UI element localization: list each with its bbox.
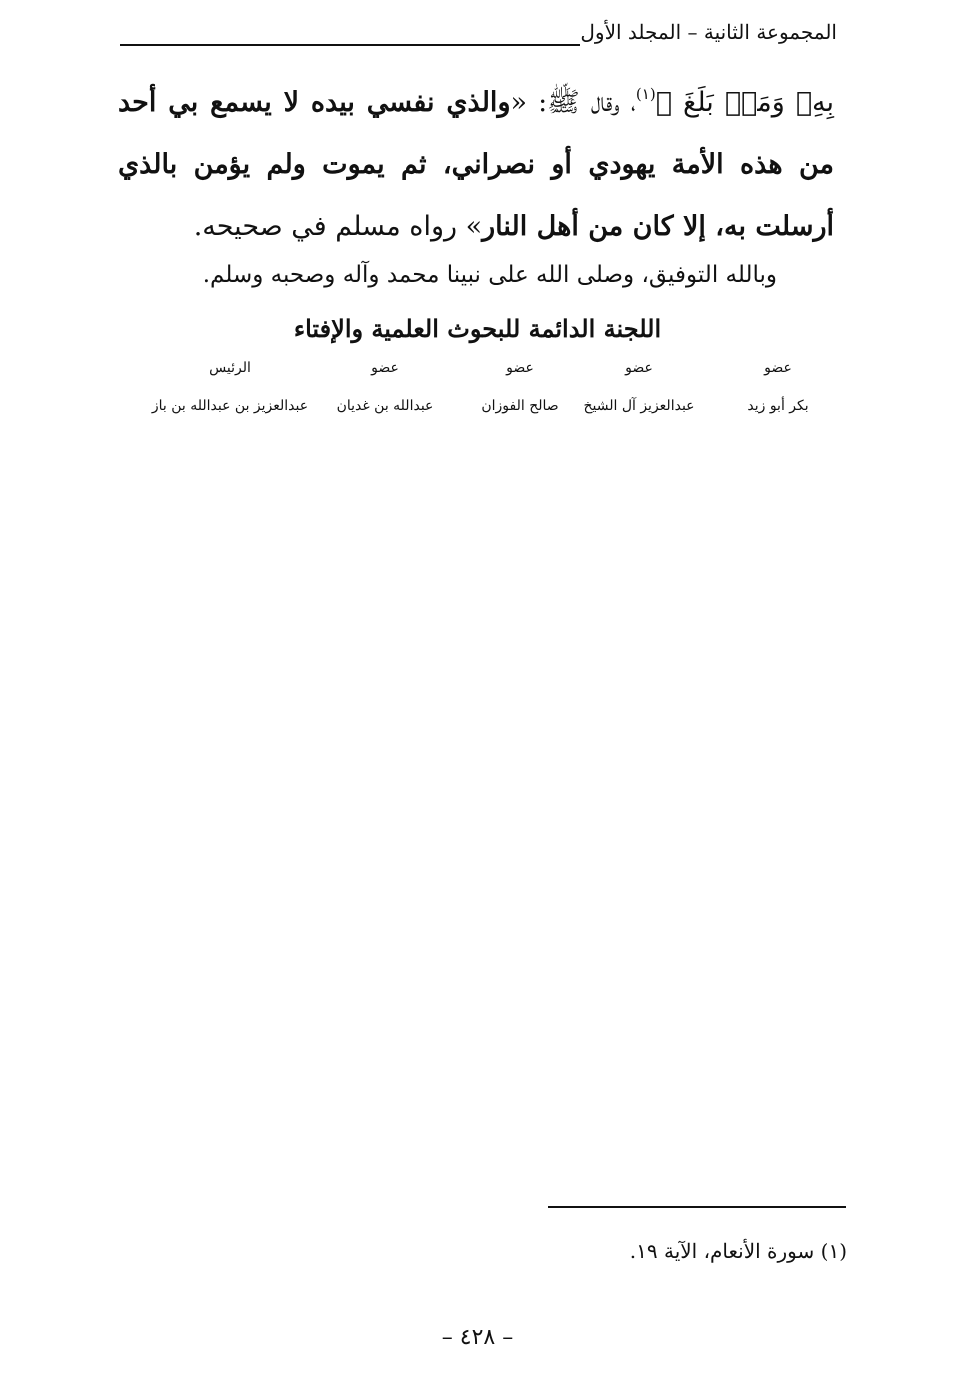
hadith-text: والذي نفسي بيده لا يسمع بي أحد من هذه الأمة يهودي أو نصراني، ثم يموت ولم يؤمن بالذي أرسلت به، إلا كان من أهل النار bbox=[118, 87, 834, 242]
body-segment-end: » رواه مسلم في صحيحه. bbox=[193, 211, 483, 242]
signatory-name: عبدالعزيز بن عبدالله بن باز bbox=[151, 398, 309, 414]
body-text bbox=[118, 72, 834, 258]
signatory-role: عضو bbox=[625, 360, 653, 376]
signatory-name: بكر أبو زيد bbox=[747, 398, 809, 414]
footnote: (١) سورة الأنعام، الآية ١٩. bbox=[629, 1239, 847, 1263]
signatory-role: الرئيس bbox=[209, 360, 251, 376]
committee-title: اللجنة الدائمة للبحوث العلمية والإفتاء bbox=[293, 314, 662, 343]
body-paragraph bbox=[118, 72, 834, 258]
closing-prayer: وبالله التوفيق، وصلى الله على نبينا محمد وآله وصحبه وسلم. bbox=[202, 262, 777, 288]
signatory-role: عضو bbox=[764, 360, 792, 376]
page-number: – ٤٢٨ – bbox=[441, 1325, 514, 1350]
signatory-role: عضو bbox=[506, 360, 534, 376]
signatory-name: صالح الفوزان bbox=[481, 398, 559, 414]
header-rule bbox=[120, 44, 580, 46]
quran-verse-fragment: بِهِۦ وَمَنۢ بَلَغَ ﴾ bbox=[655, 87, 835, 118]
signatory-name: عبدالله بن غديان bbox=[336, 398, 434, 414]
footnote-rule bbox=[548, 1206, 846, 1208]
signatory-name: عبدالعزيز آل الشيخ bbox=[583, 398, 695, 414]
running-header: المجموعة الثانية – المجلد الأول bbox=[580, 20, 837, 44]
signatory-role: عضو bbox=[371, 360, 399, 376]
footnote-reference: (١) bbox=[635, 85, 656, 103]
body-segment: ، وقال ﷺ: « bbox=[510, 87, 636, 118]
